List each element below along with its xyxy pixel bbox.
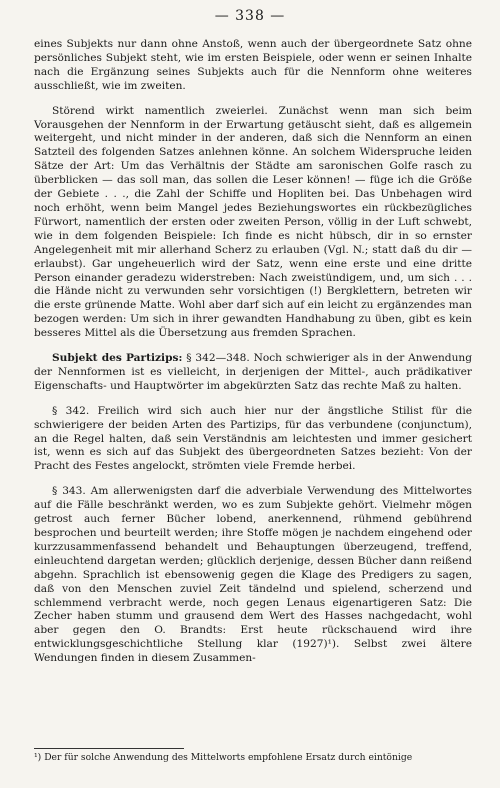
paragraph-stoerend: Störend wirkt namentlich zweierlei. Zunächst wenn man sich beim Vorausgehen der Nennform in der Erwartung getäuscht sieht, daß es allgemein weitergeht, und nicht minder in der anderen, daß sich die Nennform an einen Satzteil des folgenden Satzes anlehnen könne. An solchem Widerspruche leiden Sätze der Art: Um das Verhältnis der Städte am saronischen Golfe rasch zu überblicken — das soll man, das sollen die Leser können! — füge ich die Größe der Gebiete . . ., die Zahl der Schiffe und Hopliten bei. Das Unbehagen wird noch erhöht, wenn beim Mangel jedes Beziehungswortes ein rückbezügliches Fürwort, namentlich der ersten oder zweiten Person, völlig in der Luft schwebt, wie in dem folgenden Beispiele: Ich finde es nicht hübsch, dir in so ernster Angelegenheit mit mir allerhand Scherz zu erlauben (Vgl. N.; statt daß du dir — erlaubst). Gar ungeheuerlich wird der Satz, wenn eine erste und eine dritte Person einander geradezu widerstreben: Nach zweistündigem, und, um sich . . . die Hände nicht zu verwunden sehr vorsichtigen (!) Bergklettern, betreten wir die erste grünende Matte. Wohl aber darf sich auf ein leicht zu ergänzendes man bezogen werden: Um sich in ihrer gewandten Handhabung zu üben, gibt es kein besseres Mittel als die Übersetzung aus fremden Sprachen. [34,104,472,340]
page-body [34,38,472,677]
page-number: — 338 — [214,8,286,24]
section-heading: Subjekt des Partizips: [52,352,183,365]
section-text: § 342—348. Noch schwieriger als in der Anwendung der Nennformen ist es vielleicht, in derjenigen der Mittel-, auch prädikativer Eigenschafts- und Hauptwörter im abgekürzten Satz das rechte Maß zu halten. [34,352,472,392]
paragraph-subjekt-des-partizips [34,352,472,394]
footnote: ¹) Der für solche Anwendung des Mittelworts empfohlene Ersatz durch eintönige [34,752,413,763]
paragraph-continuation: eines Subjekts nur dann ohne Anstoß, wenn auch der übergeordnete Satz ohne persönliches Subjekt steht, wie im ersten Beispiele, oder wenn er seinen Inhalte nach die Ergänzung seines Subjekts auch für die Nennform ohne weiteres ausschließt, wie im zweiten. [34,38,472,92]
paragraph-342: § 342. Freilich wird sich auch hier nur der ängstliche Stilist für die schwierigere der beiden Arten des Partizips, für das verbundene (conjunctum), an die Regel halten, daß sein Verständnis am leichtesten und immer gesichert ist, wenn es sich auf das Subjekt des übergeordneten Satzes bezieht: Von der Pracht des Festes angelockt, strömten viele Fremde herbei. [34,404,472,473]
paragraph-343: § 343. Am allerwenigsten darf die adverbiale Verwendung des Mittelwortes auf die Fälle beschränkt werden, wo es zum Subjekte gehört. Vielmehr mögen getrost auch ferner Bücher lobend, anerkennend, rühmend gebührend besprochen und beurteilt werden; ihre Stoffe mögen je nachdem eingehend oder kurzzusammenfassend behandelt und Behauptungen überzeugend, treffend, einleuchtend dargetan werden; glücklich derjenige, dessen Bücher dann reißend abgehn. Sprachlich ist ebensowenig gegen die Klage des Predigers zu sagen, daß von den Menschen zuviel Zeit tändelnd und spielend, scherzend und schlemmend verbracht werde, noch gegen Lenaus eigenartigeren Satz: Die Zecher haben stumm und grausend dem Wert des Hasses nachgedacht, wohl aber gegen den O. Brandts: Erst heute rückschauend wird ihre entwicklungsgeschichtliche Stellung klar (1927)¹). Selbst zwei ältere Wendungen finden in diesem Zusammen- [34,485,472,665]
footnote-rule [34,748,184,749]
